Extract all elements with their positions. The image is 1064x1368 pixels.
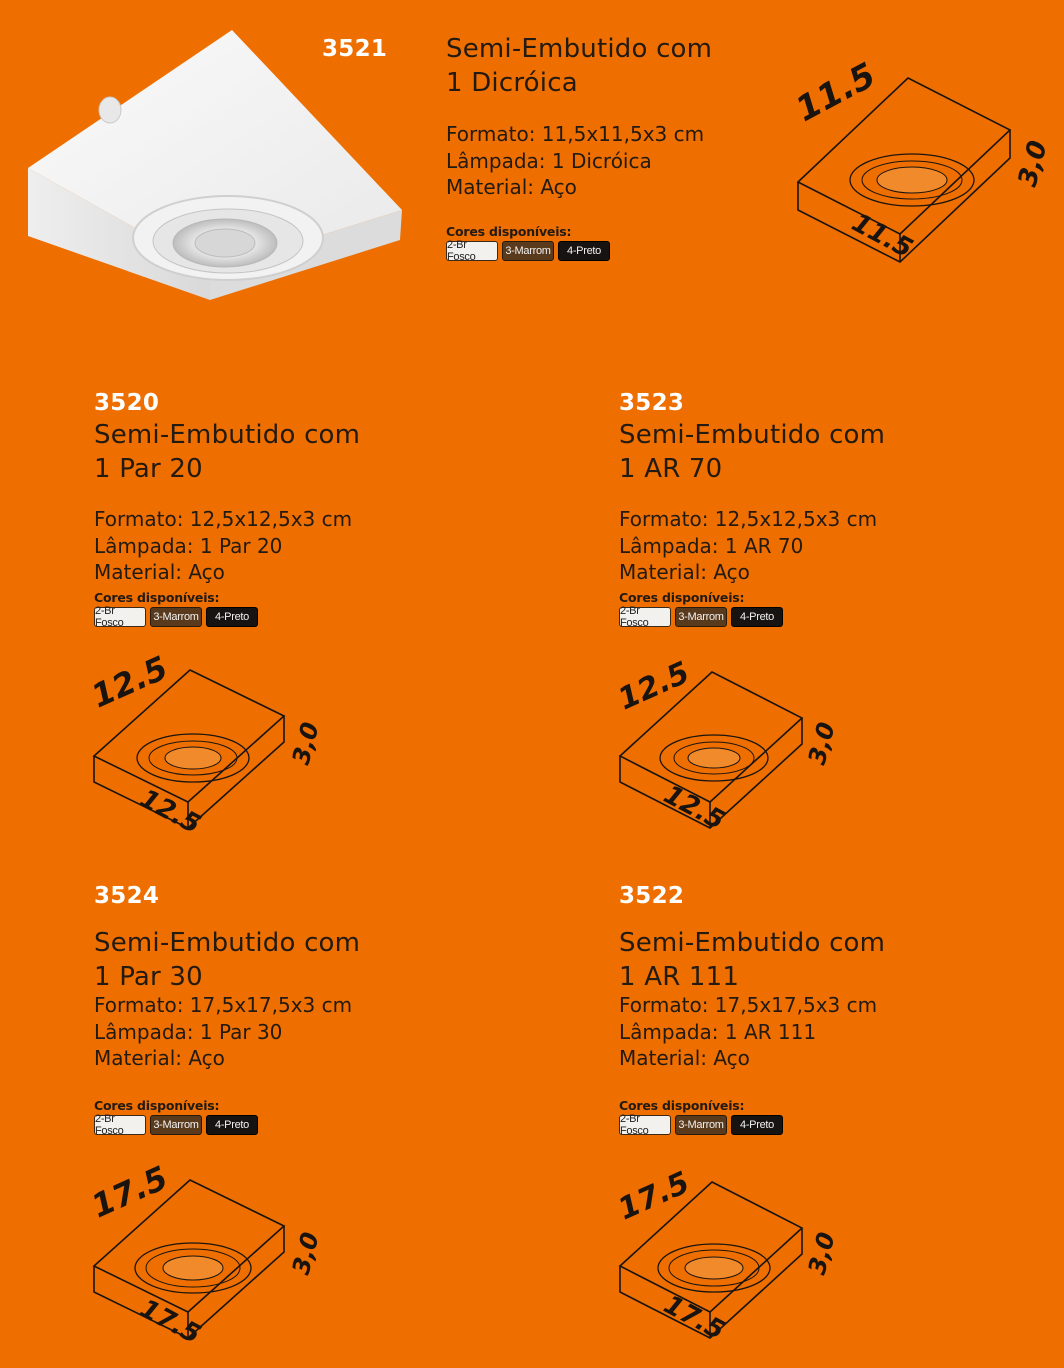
color-chip-black[interactable]: 4-Preto: [206, 1115, 258, 1135]
dim-depth-label: 12.5: [658, 779, 730, 837]
color-chip-black[interactable]: 4-Preto: [731, 1115, 783, 1135]
spec-formato: Formato: 17,5x17,5x3 cm: [94, 993, 353, 1017]
color-chip-white[interactable]: 2-Br Fosco: [446, 241, 498, 261]
spec-lampada: Lâmpada: 1 Par 20: [94, 533, 283, 558]
product-code: 3520: [94, 390, 160, 416]
color-chip-black[interactable]: 4-Preto: [558, 241, 610, 261]
title-line-2: 1 Par 20: [94, 454, 203, 484]
product-code: 3522: [619, 883, 685, 909]
spec-material: Material: Aço: [619, 1046, 750, 1070]
title-line-2: 1 Dicróica: [446, 68, 578, 98]
dim-height-label: 3,0: [802, 719, 841, 768]
title-line-2: 1 AR 70: [619, 454, 723, 484]
spec-material: Material: Aço: [446, 175, 577, 199]
dim-depth-label: 17.5: [134, 1293, 206, 1351]
product-specs: [619, 992, 877, 1072]
dimension-drawing: [770, 55, 1054, 274]
dim-height-label: 3,0: [1012, 137, 1054, 190]
colors-block: [94, 1098, 258, 1135]
color-chip-brown[interactable]: 3-Marrom: [502, 241, 554, 261]
color-chip-brown[interactable]: 3-Marrom: [675, 1115, 727, 1135]
color-chip-white[interactable]: 2-Br Fosco: [94, 607, 146, 627]
spec-lampada: Lâmpada: 1 Dicróica: [446, 148, 652, 173]
product-specs: [446, 121, 704, 201]
colors-block: [619, 590, 783, 627]
dim-height-label: 3,0: [286, 719, 325, 768]
product-photo: [20, 28, 410, 303]
dim-height-label: 3,0: [802, 1229, 841, 1278]
spec-formato: Formato: 11,5x11,5x3 cm: [446, 122, 705, 146]
dim-width-label: 17.5: [85, 1158, 174, 1226]
color-chip-brown[interactable]: 3-Marrom: [150, 607, 202, 627]
product-code: 3524: [94, 883, 160, 909]
product-specs: [619, 506, 877, 586]
color-chip-white[interactable]: 2-Br Fosco: [94, 1115, 146, 1135]
spec-lampada: Lâmpada: 1 AR 70: [619, 533, 804, 558]
spec-material: Material: Aço: [94, 560, 225, 584]
title-line-1: Semi-Embutido com: [94, 928, 361, 958]
color-chip-white[interactable]: 2-Br Fosco: [619, 1115, 671, 1135]
colors-label: Cores disponíveis:: [619, 590, 745, 605]
dimension-drawing: [66, 650, 346, 854]
product-title: [94, 418, 360, 486]
product-specs: [94, 992, 352, 1072]
dim-depth-label: 17.5: [658, 1289, 730, 1347]
product-title: [619, 418, 885, 486]
spec-lampada: Lâmpada: 1 AR 111: [619, 1019, 817, 1044]
product-title: [94, 926, 360, 994]
title-line-2: 1 Par 30: [94, 962, 203, 992]
product-specs: [94, 506, 352, 586]
dimension-drawing: [592, 1160, 872, 1364]
color-chip-black[interactable]: 4-Preto: [731, 607, 783, 627]
colors-label: Cores disponíveis:: [94, 590, 220, 605]
colors-label: Cores disponíveis:: [94, 1098, 220, 1113]
dim-height-label: 3,0: [286, 1229, 325, 1278]
dim-depth-label: 11.5: [846, 207, 918, 265]
dim-depth-label: 12.5: [134, 783, 206, 841]
title-line-1: Semi-Embutido com: [619, 420, 886, 450]
colors-label: Cores disponíveis:: [446, 224, 572, 239]
colors-block: [94, 590, 258, 627]
product-title: [446, 32, 712, 100]
title-line-1: Semi-Embutido com: [619, 928, 886, 958]
dim-width-label: 11.5: [789, 55, 883, 130]
dim-width-label: 17.5: [613, 1165, 695, 1228]
colors-block: [446, 224, 610, 261]
color-chip-brown[interactable]: 3-Marrom: [675, 607, 727, 627]
title-line-2: 1 AR 111: [619, 962, 740, 992]
product-title: [619, 926, 885, 994]
spec-formato: Formato: 12,5x12,5x3 cm: [619, 507, 878, 531]
dimension-drawing: [66, 1160, 346, 1364]
color-chip-brown[interactable]: 3-Marrom: [150, 1115, 202, 1135]
dim-width-label: 12.5: [613, 655, 695, 718]
spec-material: Material: Aço: [94, 1046, 225, 1070]
spec-formato: Formato: 12,5x12,5x3 cm: [94, 507, 353, 531]
colors-block: [619, 1098, 783, 1135]
dimension-drawing: [592, 650, 872, 854]
spec-lampada: Lâmpada: 1 Par 30: [94, 1019, 283, 1044]
spec-material: Material: Aço: [619, 560, 750, 584]
spec-formato: Formato: 17,5x17,5x3 cm: [619, 993, 878, 1017]
colors-label: Cores disponíveis:: [619, 1098, 745, 1113]
color-chip-black[interactable]: 4-Preto: [206, 607, 258, 627]
title-line-1: Semi-Embutido com: [94, 420, 361, 450]
title-line-1: Semi-Embutido com: [446, 34, 713, 64]
color-chip-white[interactable]: 2-Br Fosco: [619, 607, 671, 627]
product-code: 3523: [619, 390, 685, 416]
product-code: 3521: [322, 36, 388, 62]
dim-width-label: 12.5: [85, 648, 174, 716]
